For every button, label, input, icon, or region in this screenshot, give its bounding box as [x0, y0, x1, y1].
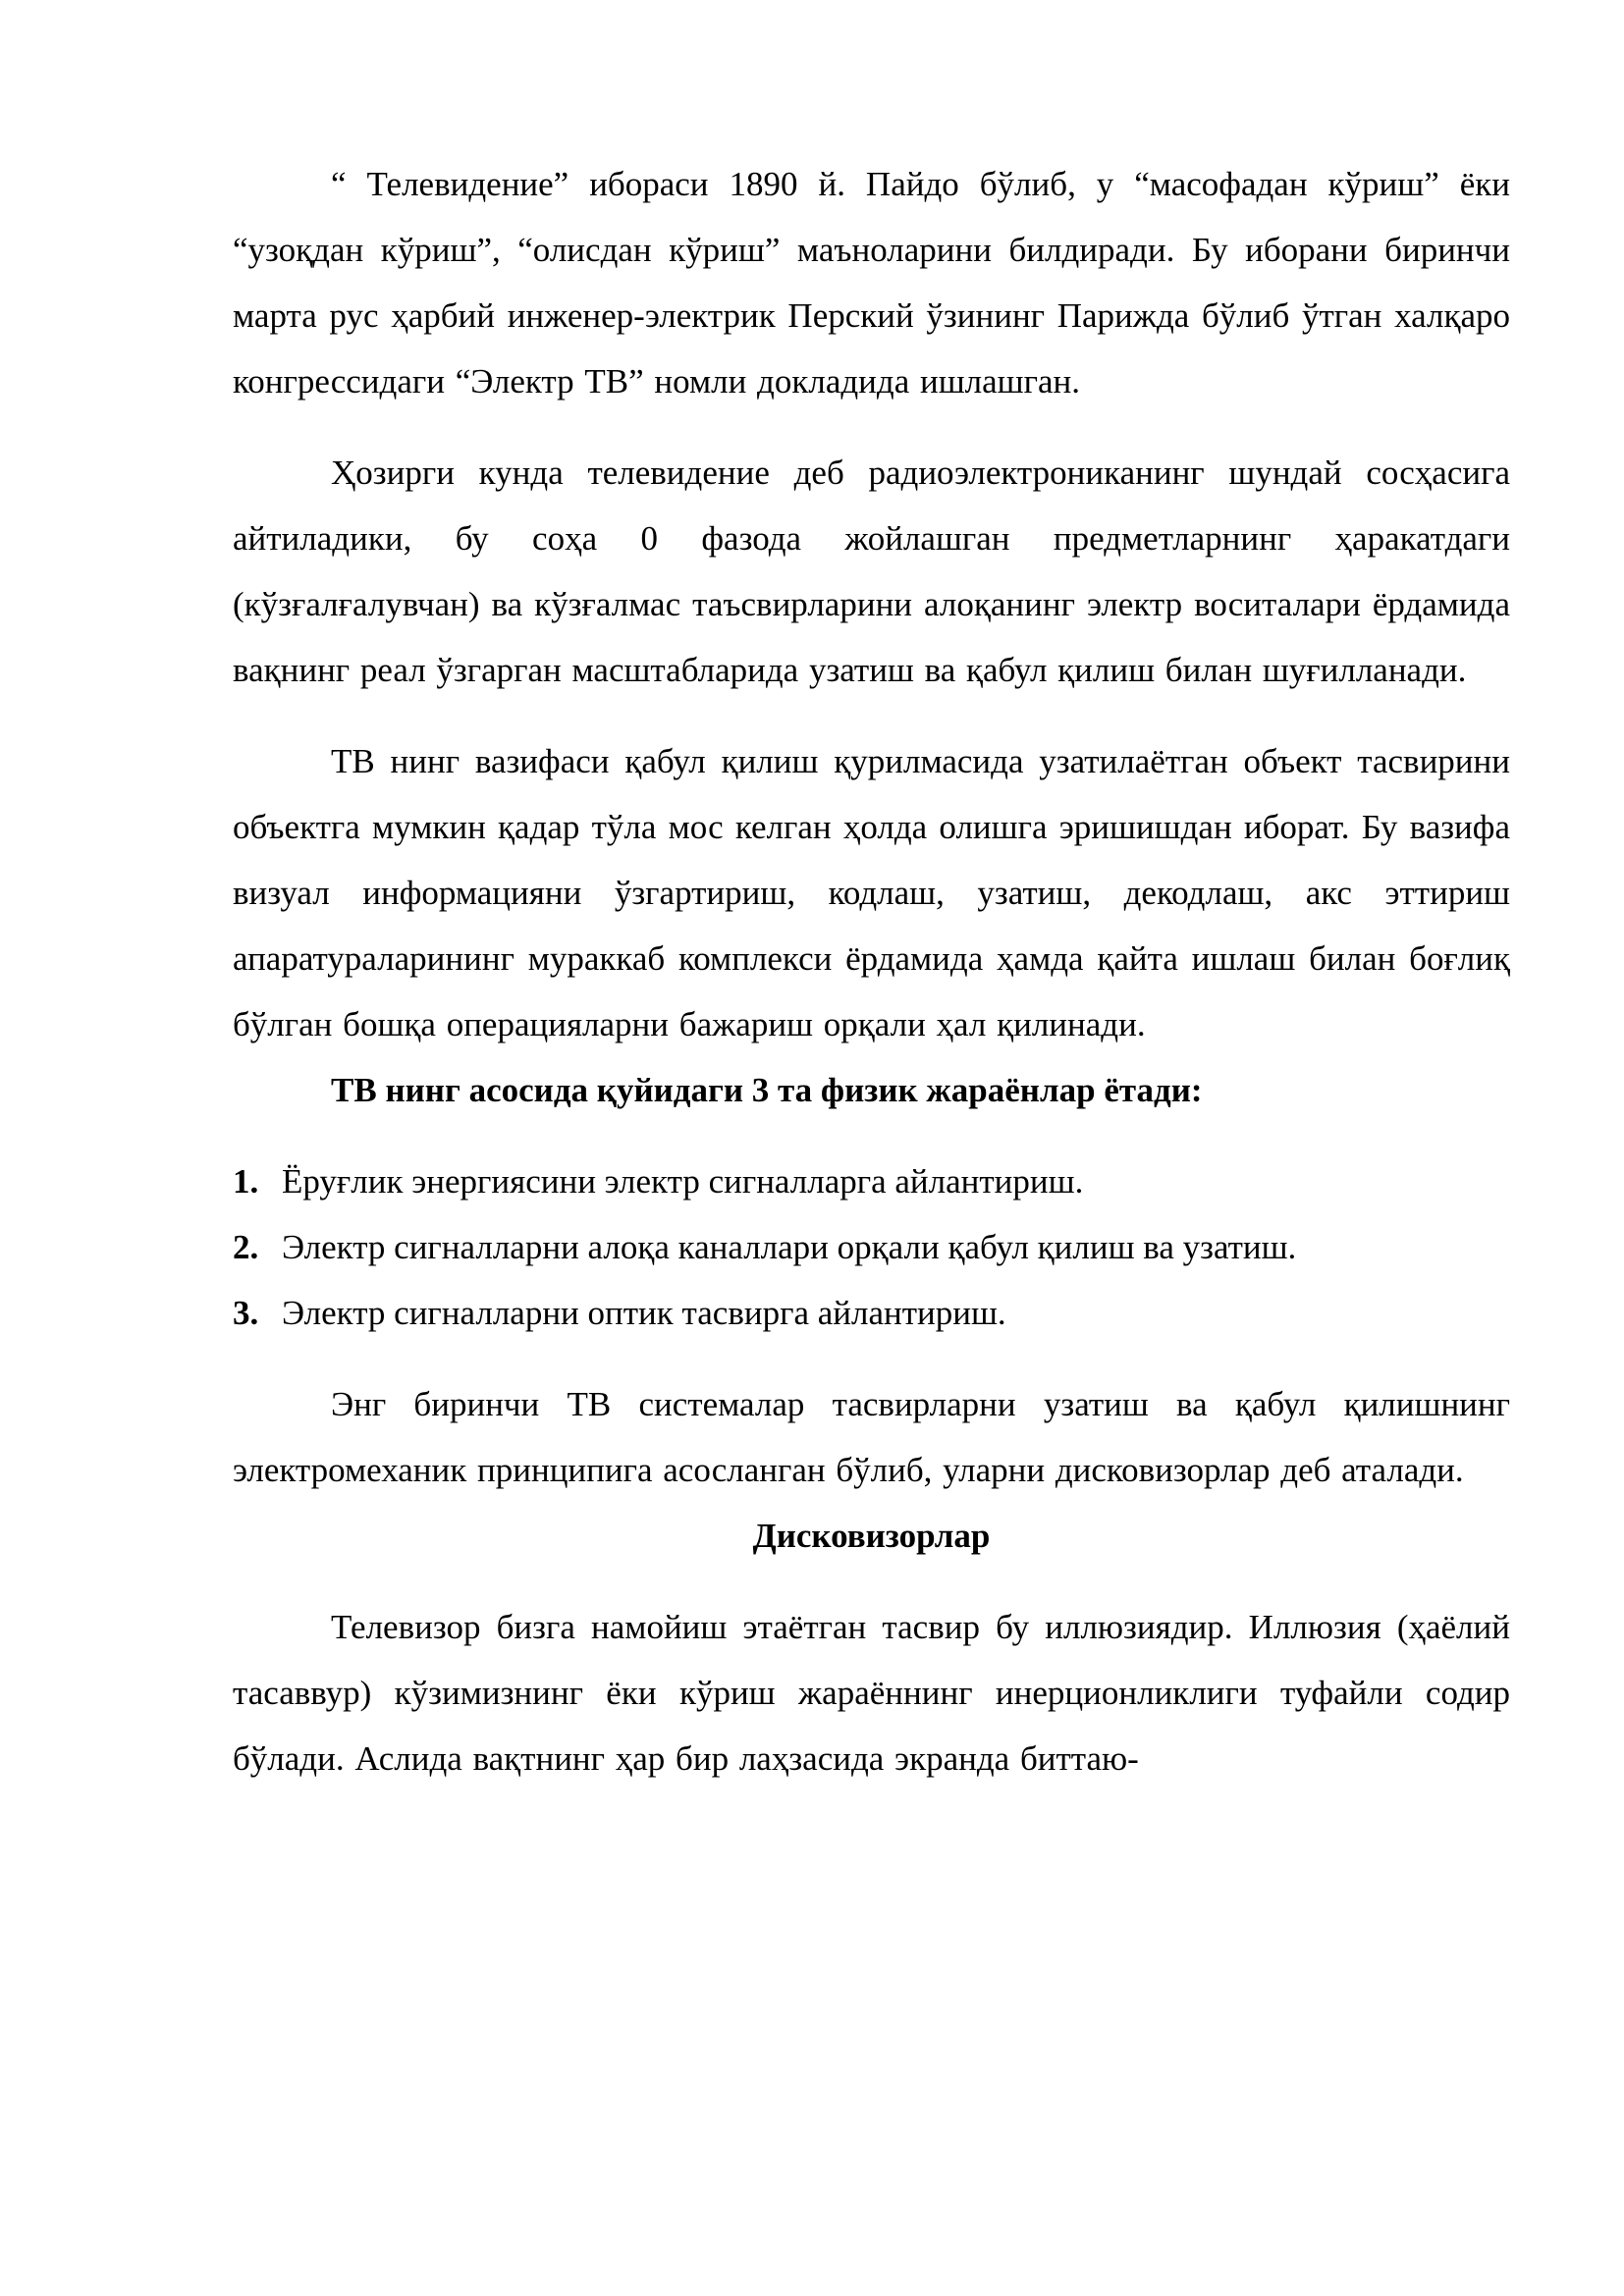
list-item-text: Электр сигналларни оптик тасвирга айлантириш. [282, 1294, 1006, 1332]
document-page [233, 151, 1510, 1791]
list-item [233, 1148, 1510, 1214]
list-item [233, 1280, 1510, 1346]
paragraph-television-definition: Ҳозирги кунда телевидение деб радиоэлектрониканинг шундай сосҳасига айтиладики, бу соҳа 0 фазода жойлашган предметларнинг ҳаракатдаги (кўзғалғалувчан) ва кўзғалмас таъсвирларини алоқанинг электр воситалари ёрдамида вақнинг реал ўзгарган масштабларида узатиш ва қабул қилиш билан шуғилланади. [233, 454, 1510, 689]
paragraph-first-tv-systems: Энг биринчи ТВ системалар тасвирларни узатиш ва қабул қилишнинг электромеханик принципига асосланган бўлиб, уларни дисковизорлар деб аталади. [233, 1385, 1510, 1489]
heading-physical-processes: ТВ нинг асосида қуйидаги 3 та физик жараёнлар ётади: [331, 1071, 1203, 1109]
paragraph-television-term: “ Телевидение” ибораси 1890 й. Пайдо бўлиб, у “масофадан кўриш” ёки “узоқдан кўриш”, “олисдан кўриш” маъноларини билдиради. Бу иборани биринчи марта рус ҳарбий инженер-электрик Перский ўзининг Парижда бўлиб ўтган халқаро конгрессидаги “Электр ТВ” номли докладида ишлашган. [233, 165, 1510, 400]
paragraph-illusion: Телевизор бизга намойиш этаётган тасвир бу иллюзиядир. Иллюзия (ҳаёлий тасаввур) кўзимизнинг ёки кўриш жараённинг инерционликлиги туфайли содир бўлади. Аслида вақтнинг ҳар бир лаҳзасида экранда биттаю- [233, 1608, 1510, 1778]
heading-diskovizors: Дисковизорлар [752, 1517, 991, 1555]
list-item [233, 1214, 1510, 1280]
list-item-number: 3. [233, 1294, 259, 1332]
list-item-text: Ёруғлик энергиясини электр сигналларга айлантириш. [282, 1162, 1084, 1201]
process-list [233, 1148, 1510, 1346]
paragraph-television-task: ТВ нинг вазифаси қабул қилиш қурилмасида узатилаётган объект тасвирини объектга мумкин қадар тўла мос келган ҳолда олишга эришишдан иборат. Бу вазифа визуал информацияни ўзгартириш, кодлаш, узатиш, декодлаш, акс эттириш апаратураларининг мураккаб комплекси ёрдамида ҳамда қайта ишлаш билан боғлиқ бўлган бошқа операцияларни бажариш орқали ҳал қилинади. [233, 742, 1510, 1043]
list-item-text: Электр сигналларни алоқа каналлари орқали қабул қилиш ва узатиш. [282, 1228, 1297, 1266]
list-item-number: 2. [233, 1228, 259, 1266]
list-item-number: 1. [233, 1162, 259, 1201]
